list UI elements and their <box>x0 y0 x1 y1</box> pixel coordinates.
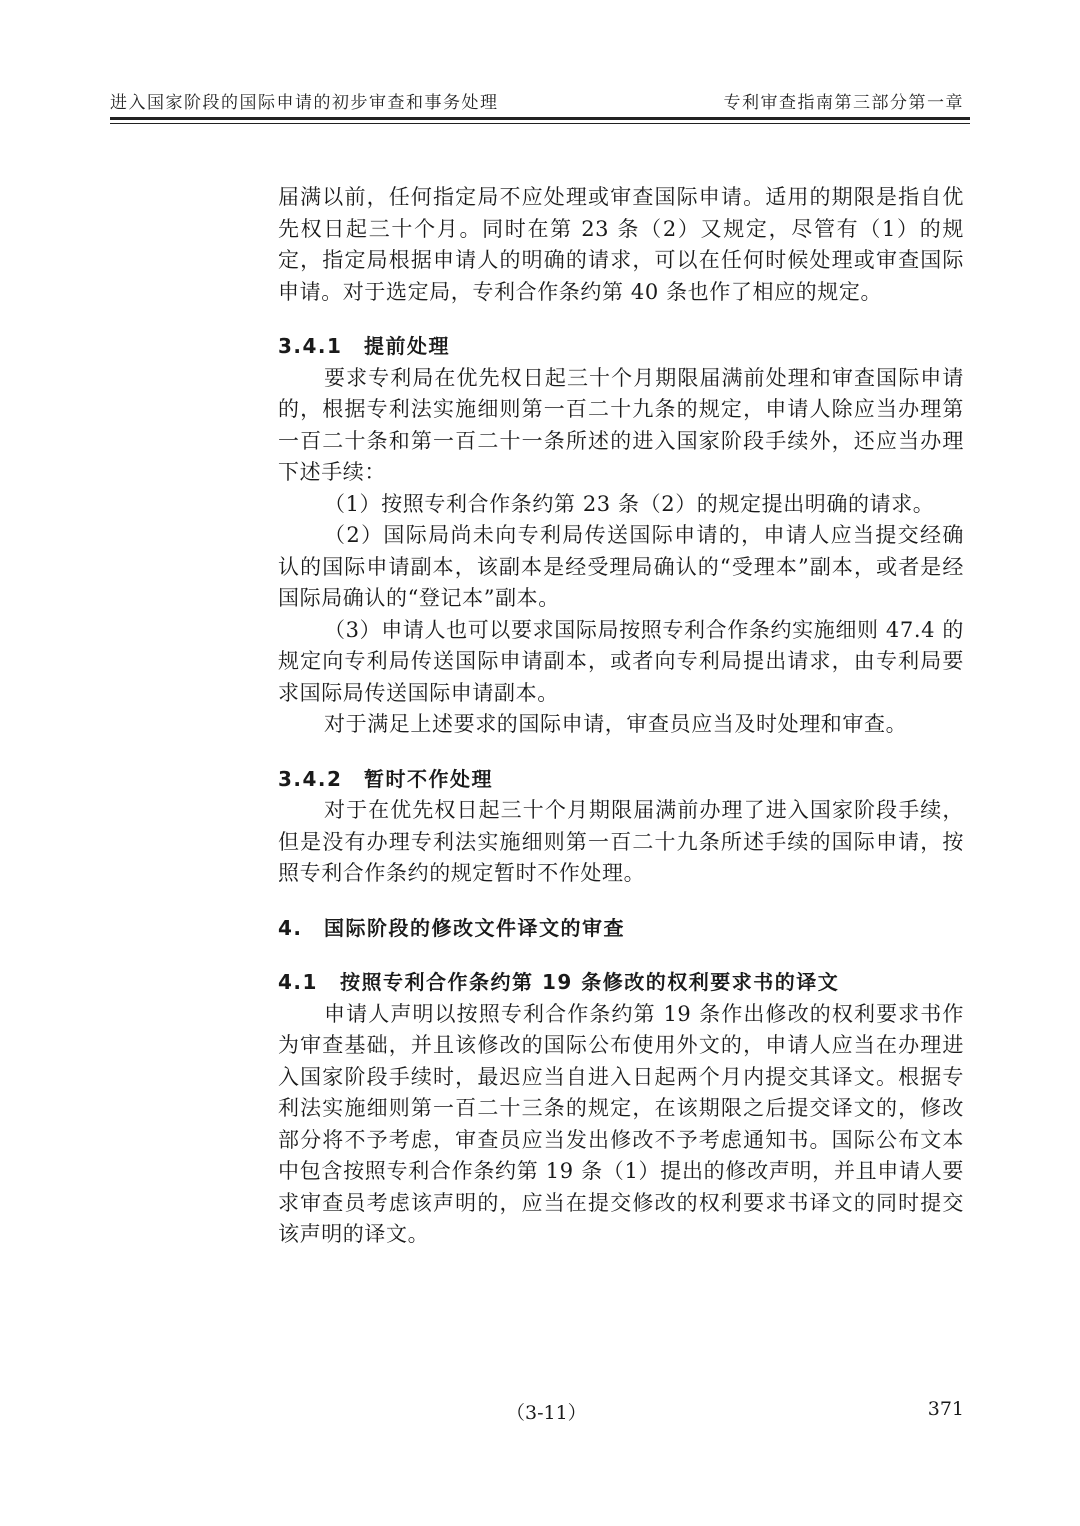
section-title: 国际阶段的修改文件译文的审查 <box>324 915 625 940</box>
paragraph: 对于满足上述要求的国际申请，审查员应当及时处理和审查。 <box>324 712 908 736</box>
page-body <box>278 182 964 1251</box>
section-heading-3-4-2 <box>278 764 964 796</box>
header-rule-thin <box>110 123 970 124</box>
section-title: 提前处理 <box>364 334 450 358</box>
section-number: 3.4.2 <box>278 766 343 791</box>
section-number: 4. <box>278 915 303 940</box>
section-title: 按照专利合作条约第 19 条修改的权利要求书的译文 <box>340 970 840 994</box>
section-title: 暂时不作处理 <box>364 766 493 791</box>
list-item: （1）按照专利合作条约第 23 条（2）的规定提出明确的请求。 <box>324 491 935 516</box>
list-item: （2）国际局尚未向专利局传送国际申请的，申请人应当提交经确认的国际申请副本，该副本是经受理局确认的“受理本”副本，或者是经国际局确认的“登记本”副本。 <box>278 523 964 610</box>
running-header-title: 进入国家阶段的国际申请的初步审查和事务处理 <box>110 93 499 113</box>
section-heading-3-4-1 <box>278 331 964 363</box>
footer-section-page: （3-11） <box>506 1402 587 1424</box>
section-heading-4 <box>278 913 964 945</box>
section-number: 3.4.1 <box>278 334 343 358</box>
section-number: 4.1 <box>278 970 318 994</box>
running-header-chapter: 专利审查指南第三部分第一章 <box>723 93 964 113</box>
paragraph: 申请人声明以按照专利合作条约第 19 条作出修改的权利要求书作为审查基础，并且该修改的国际公布使用外文的，申请人应当在办理进入国家阶段手续时，最迟应当自进入日起两个月内提交其译文。根据专利法实施细则第一百二十三条的规定，在该期限之后提交译文的，修改部分将不予考虑，审查员应当发出修改不予考虑通知书。国际公布文本中包含按照专利合作条约第 19 条（1）提出的修改声明，并且申请人要求审查员考虑该声明的，应当在提交修改的权利要求书译文的同时提交该声明的译文。 <box>278 1001 964 1246</box>
section-heading-4-1 <box>278 967 964 999</box>
footer-page-number: 371 <box>927 1398 964 1420</box>
paragraph-intro: 届满以前，任何指定局不应处理或审查国际申请。适用的期限是指自优先权日起三十个月。同时在第 23 条（2）又规定，尽管有（1）的规定，指定局根据申请人的明确的请求，可以在任何时候处理或审查国际申请。对于选定局，专利合作条约第 40 条也作了相应的规定。 <box>278 185 964 304</box>
list-item: （3）申请人也可以要求国际局按照专利合作条约实施细则 47.4 的规定向专利局传送国际申请副本，或者向专利局提出请求，由专利局要求国际局传送国际申请副本。 <box>278 617 964 705</box>
header-rule-thick <box>110 117 970 120</box>
paragraph: 要求专利局在优先权日起三十个月期限届满前处理和审查国际申请的，根据专利法实施细则第一百二十九条的规定，申请人除应当办理第一百二十条和第一百二十一条所述的进入国家阶段手续外，还应当办理下述手续： <box>278 365 964 484</box>
paragraph: 对于在优先权日起三十个月期限届满前办理了进入国家阶段手续，但是没有办理专利法实施细则第一百二十九条所述手续的国际申请，按照专利合作条约的规定暂时不作处理。 <box>278 798 964 885</box>
